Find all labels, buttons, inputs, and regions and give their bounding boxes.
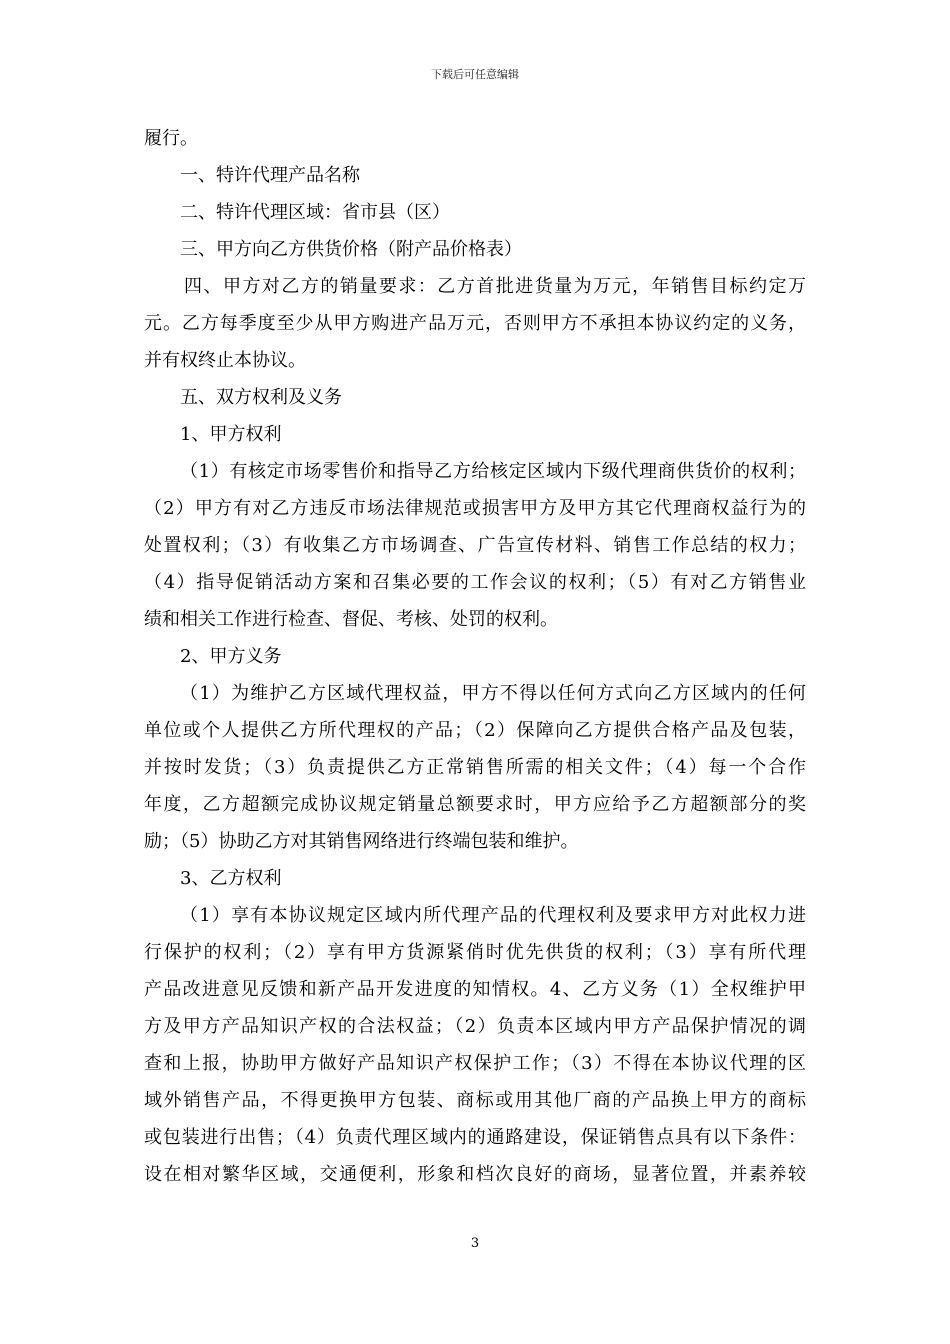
text-line: 处置权利；（3）有收集乙方市场调查、广告宣传材料、销售工作总结的权力； (144, 535, 806, 556)
text-line: 1、甲方权利 (180, 424, 282, 445)
text-line: 三、甲方向乙方供货价格（附产品价格表） (180, 239, 522, 260)
text-line: 绩和相关工作进行检查、督促、考核、处罚的权利。 (144, 609, 558, 630)
text-line: 一、特许代理产品名称 (180, 165, 360, 186)
text-line: （2）甲方有对乙方违反市场法律规范或损害甲方及甲方其它代理商权益行为的 (144, 498, 806, 519)
text-line: （1）有核定市场零售价和指导乙方给核定区域内下级代理商供货价的权利； (180, 461, 806, 482)
text-line: 并按时发货；（3）负责提供乙方正常销售所需的相关文件；（4）每一个合作 (144, 757, 806, 778)
text-line: 或包装进行出售；（4）负责代理区域内的通路建设，保证销售点具有以下条件： (144, 1127, 806, 1148)
text-line: 查和上报，协助甲方做好产品知识产权保护工作；（3）不得在本协议代理的区 (144, 1053, 806, 1074)
text-line: 行保护的权利；（2）享有甲方货源紧俏时优先供货的权利；（3）享有所代理 (144, 942, 806, 963)
text-line: 设在相对繁华区域，交通便利，形象和档次良好的商场，显著位置，并素养较 (144, 1164, 806, 1185)
text-line: 并有权终止本协议。 (144, 350, 306, 371)
text-line: 五、双方权利及义务 (180, 387, 342, 408)
text-line: 励；（5）协助乙方对其销售网络进行终端包装和维护。 (144, 831, 579, 852)
text-line: （4）指导促销活动方案和召集必要的工作会议的权利；（5）有对乙方销售业 (144, 572, 806, 593)
text-line: 3、乙方权利 (180, 868, 282, 889)
text-line: （1）享有本协议规定区域内所代理产品的代理权利及要求甲方对此权力进 (180, 905, 806, 926)
text-line: 履行。 (144, 128, 198, 149)
text-line: 四、甲方对乙方的销量要求：乙方首批进货量为万元，年销售目标约定万 (184, 276, 806, 297)
page-header: 下载后可任意编辑 (431, 68, 519, 81)
text-line: 二、特许代理区域：省市县（区） (180, 202, 450, 223)
text-line: 单位或个人提供乙方所代理权的产品；（2）保障向乙方提供合格产品及包装， (144, 720, 806, 741)
text-line: 2、甲方义务 (180, 646, 282, 667)
text-line: 产品改进意见反馈和新产品开发进度的知情权。4、乙方义务（1）全权维护甲 (144, 979, 806, 1000)
page-number: 3 (470, 1236, 480, 1251)
text-line: （1）为维护乙方区域代理权益，甲方不得以任何方式向乙方区域内的任何 (180, 683, 806, 704)
document-body (144, 120, 806, 1193)
text-line: 年度，乙方超额完成协议规定销量总额要求时，甲方应给予乙方超额部分的奖 (144, 794, 806, 815)
text-line: 元。乙方每季度至少从甲方购进产品万元，否则甲方不承担本协议约定的义务， (144, 313, 806, 334)
text-line: 域外销售产品，不得更换甲方包装、商标或用其他厂商的产品换上甲方的商标 (144, 1090, 806, 1111)
text-line: 方及甲方产品知识产权的合法权益；（2）负责本区域内甲方产品保护情况的调 (144, 1016, 806, 1037)
